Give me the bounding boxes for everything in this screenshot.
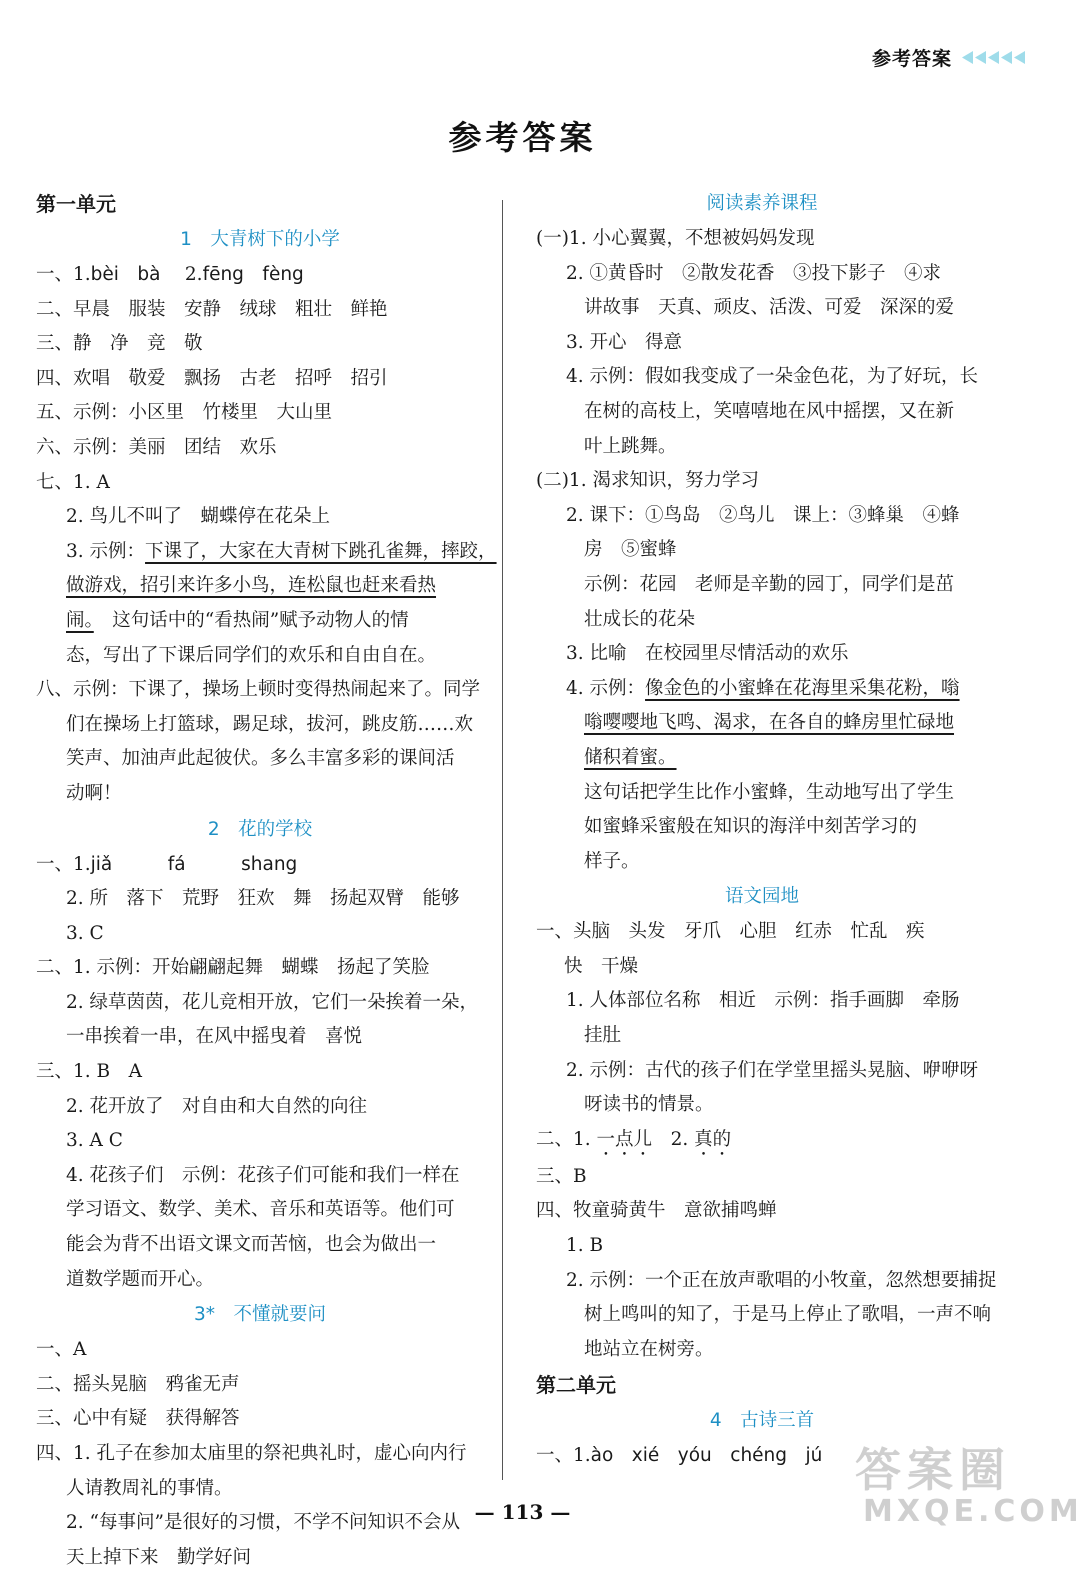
answer-line: 学习语文、数学、美术、音乐和英语等。他们可 bbox=[66, 1199, 455, 1221]
pinyin-answer: ào xié yóu chéng jú bbox=[590, 1445, 823, 1467]
answer-line: 六、示例：美丽 团结 欢乐 bbox=[36, 436, 277, 458]
answer-number: 3. 示例： bbox=[66, 540, 146, 562]
watermark-line-2: MXQE.COM bbox=[863, 1494, 1083, 1529]
answer-line: 2. 所 落下 荒野 狂欢 舞 扬起双臂 能够 bbox=[66, 888, 460, 910]
answer-line: 4. 示例：假如我变成了一朵金色花，为了好玩，长 bbox=[566, 366, 979, 388]
answer-line: 2. 花开放了 对自由和大自然的向往 bbox=[66, 1095, 368, 1117]
answer-line: 八、示例：下课了，操场上顿时变得热闹起来了。同学 bbox=[36, 679, 481, 701]
answer-line: 1. 人体部位名称 相近 示例：指手画脚 牵肠 bbox=[566, 990, 960, 1012]
answer-line: 壮成长的花朵 bbox=[584, 608, 696, 630]
answer-line: 2. 鸟儿不叫了 蝴蝶停在花朵上 bbox=[66, 506, 331, 528]
answer-line: 2. ①黄昏时 ②散发花香 ③投下影子 ④求 bbox=[566, 262, 942, 284]
answer-line bbox=[36, 604, 484, 639]
underlined-sentence: 嗡嘤嘤地飞鸣、渴求，在各自的蜂房里忙碌地 bbox=[584, 712, 955, 734]
answer-line: 2. “每事问”是很好的习惯，不学不问知识不会从 bbox=[66, 1512, 460, 1534]
answer-line: 道数学题而开心。 bbox=[66, 1268, 215, 1290]
answer-line: 2. 示例：一个正在放声歌唱的小牧童，忽然想要捕捉 bbox=[566, 1269, 997, 1291]
left-column bbox=[36, 186, 497, 1575]
answer-line: 天上掉下来 勤学好问 bbox=[66, 1546, 252, 1568]
answer-line bbox=[536, 741, 988, 776]
answer-line: 七、1. A bbox=[36, 471, 110, 493]
answer-line: 2. 绿草茵茵，花儿竞相开放，它们一朵挨着一朵， bbox=[66, 991, 479, 1013]
answer-line bbox=[536, 706, 988, 741]
answer-line: 挂肚 bbox=[584, 1025, 622, 1047]
answer-line bbox=[36, 535, 497, 570]
underlined-sentence: 像金色的小蜜蜂在花海里采集花粉，嗡 bbox=[645, 677, 960, 699]
answer-text: 这句话中的“看热闹”赋予动物人的情 bbox=[93, 609, 409, 631]
running-header-text: 参考答案 bbox=[871, 48, 952, 70]
underlined-sentence: 闹。 bbox=[66, 609, 94, 631]
answer-number: 一、1. bbox=[36, 853, 91, 875]
dotted-answer: 真的 bbox=[694, 1128, 732, 1150]
answer-line bbox=[536, 672, 988, 707]
underlined-sentence: 储积着蜜。 bbox=[584, 746, 677, 768]
answer-line: 3. 比喻 在校园里尽情活动的欢乐 bbox=[566, 643, 849, 665]
lesson-title-2: 2 花的学校 bbox=[207, 818, 313, 840]
answer-line: 呀读书的情景。 bbox=[584, 1094, 714, 1116]
answer-number: 一、1. bbox=[536, 1445, 591, 1467]
answer-line: 一串挨着一串，在风中摇曳着 喜悦 bbox=[66, 1026, 363, 1048]
pinyin-answer: fēng fèng bbox=[202, 264, 304, 285]
answer-line: 三、静 净 竞 敬 bbox=[36, 333, 203, 355]
underlined-sentence: 做游戏，招引来许多小鸟，连松鼠也赶来看热 bbox=[66, 575, 437, 597]
lesson-title-reading: 阅读素养课程 bbox=[706, 193, 818, 214]
answer-line: 四、1. 孔子在参加太庙里的祭祀典礼时，虚心向内行 bbox=[36, 1443, 467, 1464]
answer-line: 二、摇头晃脑 鸦雀无声 bbox=[36, 1373, 240, 1395]
answer-line: (一)1. 小心翼翼，不想被妈妈发现 bbox=[536, 228, 815, 249]
answer-line: 二、早晨 服装 安静 绒球 粗壮 鲜艳 bbox=[36, 298, 388, 320]
page-number: — 113 — bbox=[474, 1500, 571, 1524]
answer-number: 一、1. bbox=[36, 264, 91, 285]
unit-heading-2: 第二单元 bbox=[536, 1373, 616, 1398]
lesson-title-3: 3* 不懂就要问 bbox=[193, 1304, 327, 1326]
answer-line: 示例：花园 老师是辛勤的园丁，同学们是茁 bbox=[584, 573, 955, 595]
dotted-answer: 一点儿 bbox=[596, 1128, 653, 1150]
answer-line: 这句话把学生比作小蜜蜂，生动地写出了学生 bbox=[584, 781, 955, 803]
answer-line: 2. 示例：古代的孩子们在学堂里摇头晃脑、咿咿呀 bbox=[566, 1059, 979, 1081]
answer-line: 三、1. B A bbox=[36, 1061, 142, 1083]
answer-line bbox=[36, 569, 484, 604]
answer-line: 态，写出了下课后同学们的欢乐和自由自在。 bbox=[66, 644, 437, 666]
answer-line: 地站立在树旁。 bbox=[584, 1338, 714, 1360]
answer-line: 们在操场上打篮球，踢足球，拔河，跳皮筋……欢 bbox=[66, 713, 474, 735]
answer-line: 4. 花孩子们 示例：花孩子们可能和我们一样在 bbox=[66, 1164, 460, 1186]
watermark-logo bbox=[849, 1434, 1083, 1534]
answer-line: 笑声、加油声此起彼伏。多么丰富多彩的课间活 bbox=[66, 748, 455, 770]
answer-line: 三、B bbox=[536, 1165, 587, 1187]
lesson-title-garden: 语文园地 bbox=[724, 886, 799, 908]
answer-line: 能会为背不出语文课文而苦恼，也会为做出一 bbox=[66, 1234, 437, 1256]
answer-number: 4. 示例： bbox=[566, 677, 646, 699]
answer-line: 五、示例：小区里 竹楼里 大山里 bbox=[36, 402, 333, 424]
answer-line bbox=[36, 848, 484, 883]
answer-line: 二、1. 示例：开始翩翩起舞 蝴蝶 扬起了笑脸 bbox=[36, 957, 430, 979]
pinyin-answer: jiǎ fá shang bbox=[90, 853, 298, 875]
answer-line: 树上鸣叫的知了，于是马上停止了歌唱，一声不响 bbox=[584, 1304, 992, 1326]
lesson-title-1: 1 大青树下的小学 bbox=[180, 229, 340, 250]
running-header bbox=[872, 44, 1027, 71]
answer-line: 动啊！ bbox=[66, 782, 122, 804]
answer-line: 四、牧童骑黄牛 意欲捕鸣蝉 bbox=[536, 1200, 777, 1222]
answer-line: 3. A C bbox=[66, 1130, 123, 1152]
answer-line: 1. B bbox=[566, 1235, 604, 1257]
answer-line: 如蜜蜂采蜜般在知识的海洋中刻苦学习的 bbox=[584, 816, 918, 838]
pinyin-answer: bèi bà bbox=[90, 264, 161, 285]
answer-line: 2. 课下：①鸟岛 ②鸟儿 课上：③蜂巢 ④蜂 bbox=[566, 504, 960, 526]
answer-line: 在树的高枝上，笑嘻嘻地在风中摇摆，又在新 bbox=[584, 400, 955, 422]
answer-line bbox=[36, 258, 484, 293]
answer-line: 一、头脑 头发 牙爪 心胆 红赤 忙乱 疾 bbox=[536, 921, 925, 943]
answer-line: 快 干燥 bbox=[564, 955, 639, 977]
page-title: 参考答案 bbox=[448, 118, 597, 157]
answer-line: 一、A bbox=[36, 1339, 87, 1361]
watermark-line-1: 答案圈 bbox=[855, 1443, 1011, 1497]
answer-line: 房 ⑤蜜蜂 bbox=[584, 539, 677, 561]
answer-line: 三、心中有疑 获得解答 bbox=[36, 1408, 240, 1430]
lesson-title-4: 4 古诗三首 bbox=[709, 1410, 815, 1432]
answer-line: 四、欢唱 敬爱 飘扬 古老 招呼 招引 bbox=[36, 367, 388, 389]
unit-heading-1: 第一单元 bbox=[36, 192, 116, 216]
answer-line: 3. C bbox=[66, 922, 104, 944]
answer-line: 讲故事 天真、顽皮、活泼、可爱 深深的爱 bbox=[584, 297, 955, 319]
underlined-sentence: 下课了，大家在大青树下跳孔雀舞，摔跤， bbox=[145, 540, 497, 562]
column-divider bbox=[502, 200, 503, 1480]
answer-number: 2. bbox=[652, 1128, 695, 1150]
answer-line: 样子。 bbox=[584, 850, 640, 872]
answer-line: 人请教周礼的事情。 bbox=[66, 1477, 233, 1499]
header-decoration-icon bbox=[962, 51, 1027, 64]
answer-line: 叶上跳舞。 bbox=[584, 435, 677, 457]
answer-number: 2. bbox=[160, 264, 203, 285]
answer-line: (二)1. 渴求知识，努力学习 bbox=[536, 470, 759, 492]
answer-line bbox=[536, 1123, 988, 1160]
answer-number: 二、1. bbox=[536, 1128, 597, 1150]
answer-line: 3. 开心 得意 bbox=[566, 331, 683, 353]
